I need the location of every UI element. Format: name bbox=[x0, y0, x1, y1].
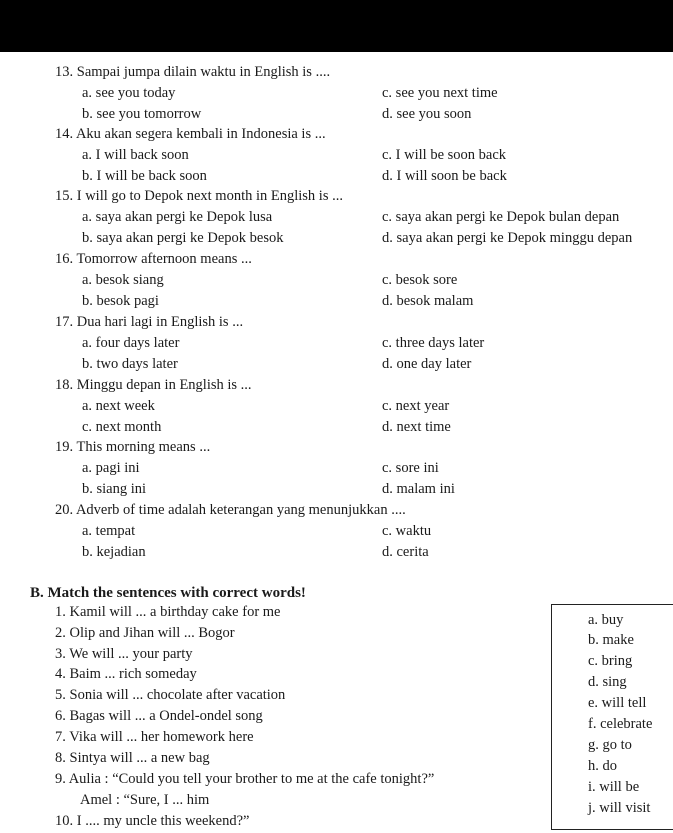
match-item-1: 1. Kamil will ... a birthday cake for me bbox=[55, 604, 281, 620]
option-15-d: d. saya akan pergi ke Depok minggu depan bbox=[382, 230, 633, 246]
option-20-c: c. waktu bbox=[382, 523, 432, 539]
choice-i: i. will be bbox=[588, 779, 640, 795]
option-18-c: c. next year bbox=[382, 398, 450, 414]
option-19-b: b. siang ini bbox=[82, 481, 147, 497]
option-13-a: a. see you today bbox=[82, 85, 176, 101]
option-15-b: b. saya akan pergi ke Depok besok bbox=[82, 230, 284, 246]
option-20-b: b. kejadian bbox=[82, 544, 146, 560]
question-14: 14. Aku akan segera kembali in Indonesia is ... bbox=[55, 126, 326, 142]
option-16-c: c. besok sore bbox=[382, 272, 458, 288]
option-16-b: b. besok pagi bbox=[82, 293, 159, 309]
option-18-b: c. next month bbox=[82, 419, 162, 435]
match-item-5: 5. Sonia will ... chocolate after vacation bbox=[55, 687, 286, 703]
option-13-b: b. see you tomorrow bbox=[82, 106, 202, 122]
choice-a: a. buy bbox=[588, 612, 624, 628]
question-18: 18. Minggu depan in English is ... bbox=[55, 377, 252, 393]
option-13-c: c. see you next time bbox=[382, 85, 498, 101]
option-16-a: a. besok siang bbox=[82, 272, 164, 288]
option-19-c: c. sore ini bbox=[382, 460, 439, 476]
match-item-10: 10. I .... my uncle this weekend?” bbox=[55, 813, 250, 829]
option-18-a: a. next week bbox=[82, 398, 155, 414]
choice-b: b. make bbox=[588, 632, 634, 648]
option-15-a: a. saya akan pergi ke Depok lusa bbox=[82, 209, 273, 225]
match-item-8: 8. Sintya will ... a new bag bbox=[55, 750, 210, 766]
match-item-6: 6. Bagas will ... a Ondel-ondel song bbox=[55, 708, 263, 724]
choice-g: g. go to bbox=[588, 737, 632, 753]
match-item-3: 3. We will ... your party bbox=[55, 646, 193, 662]
option-15-c: c. saya akan pergi ke Depok bulan depan bbox=[382, 209, 620, 225]
match-item-7: 7. Vika will ... her homework here bbox=[55, 729, 254, 745]
choice-j: j. will visit bbox=[588, 800, 651, 816]
option-20-a: a. tempat bbox=[82, 523, 136, 539]
choice-h: h. do bbox=[588, 758, 617, 774]
option-16-d: d. besok malam bbox=[382, 293, 474, 309]
section-b-heading: B. Match the sentences with correct words! bbox=[30, 585, 306, 601]
question-15: 15. I will go to Depok next month in English is ... bbox=[55, 188, 343, 204]
question-17: 17. Dua hari lagi in English is ... bbox=[55, 314, 244, 330]
option-13-d: d. see you soon bbox=[382, 106, 472, 122]
question-20: 20. Adverb of time adalah keterangan yang menunjukkan .... bbox=[55, 502, 406, 518]
option-14-c: c. I will be soon back bbox=[382, 147, 507, 163]
choice-f: f. celebrate bbox=[588, 716, 653, 732]
option-18-d: d. next time bbox=[382, 419, 451, 435]
option-19-d: d. malam ini bbox=[382, 481, 455, 497]
option-17-d: d. one day later bbox=[382, 356, 472, 372]
match-item-4: 4. Baim ... rich someday bbox=[55, 666, 197, 682]
question-16: 16. Tomorrow afternoon means ... bbox=[55, 251, 252, 267]
option-17-c: c. three days later bbox=[382, 335, 485, 351]
top-black-bar bbox=[0, 0, 673, 52]
option-17-a: a. four days later bbox=[82, 335, 180, 351]
question-19: 19. This morning means ... bbox=[55, 439, 211, 455]
option-14-b: b. I will be back soon bbox=[82, 168, 207, 184]
option-14-d: d. I will soon be back bbox=[382, 168, 507, 184]
match-item-2: 2. Olip and Jihan will ... Bogor bbox=[55, 625, 235, 641]
match-item-9: 9. Aulia : “Could you tell your brother to me at the cafe tonight?” bbox=[55, 771, 435, 787]
match-item-9-reply: Amel : “Sure, I ... him bbox=[80, 792, 210, 808]
option-17-b: b. two days later bbox=[82, 356, 178, 372]
choice-e: e. will tell bbox=[588, 695, 647, 711]
question-13: 13. Sampai jumpa dilain waktu in English is .... bbox=[55, 64, 331, 80]
option-14-a: a. I will back soon bbox=[82, 147, 189, 163]
option-19-a: a. pagi ini bbox=[82, 460, 140, 476]
choice-c: c. bring bbox=[588, 653, 633, 669]
choice-d: d. sing bbox=[588, 674, 627, 690]
option-20-d: d. cerita bbox=[382, 544, 429, 560]
